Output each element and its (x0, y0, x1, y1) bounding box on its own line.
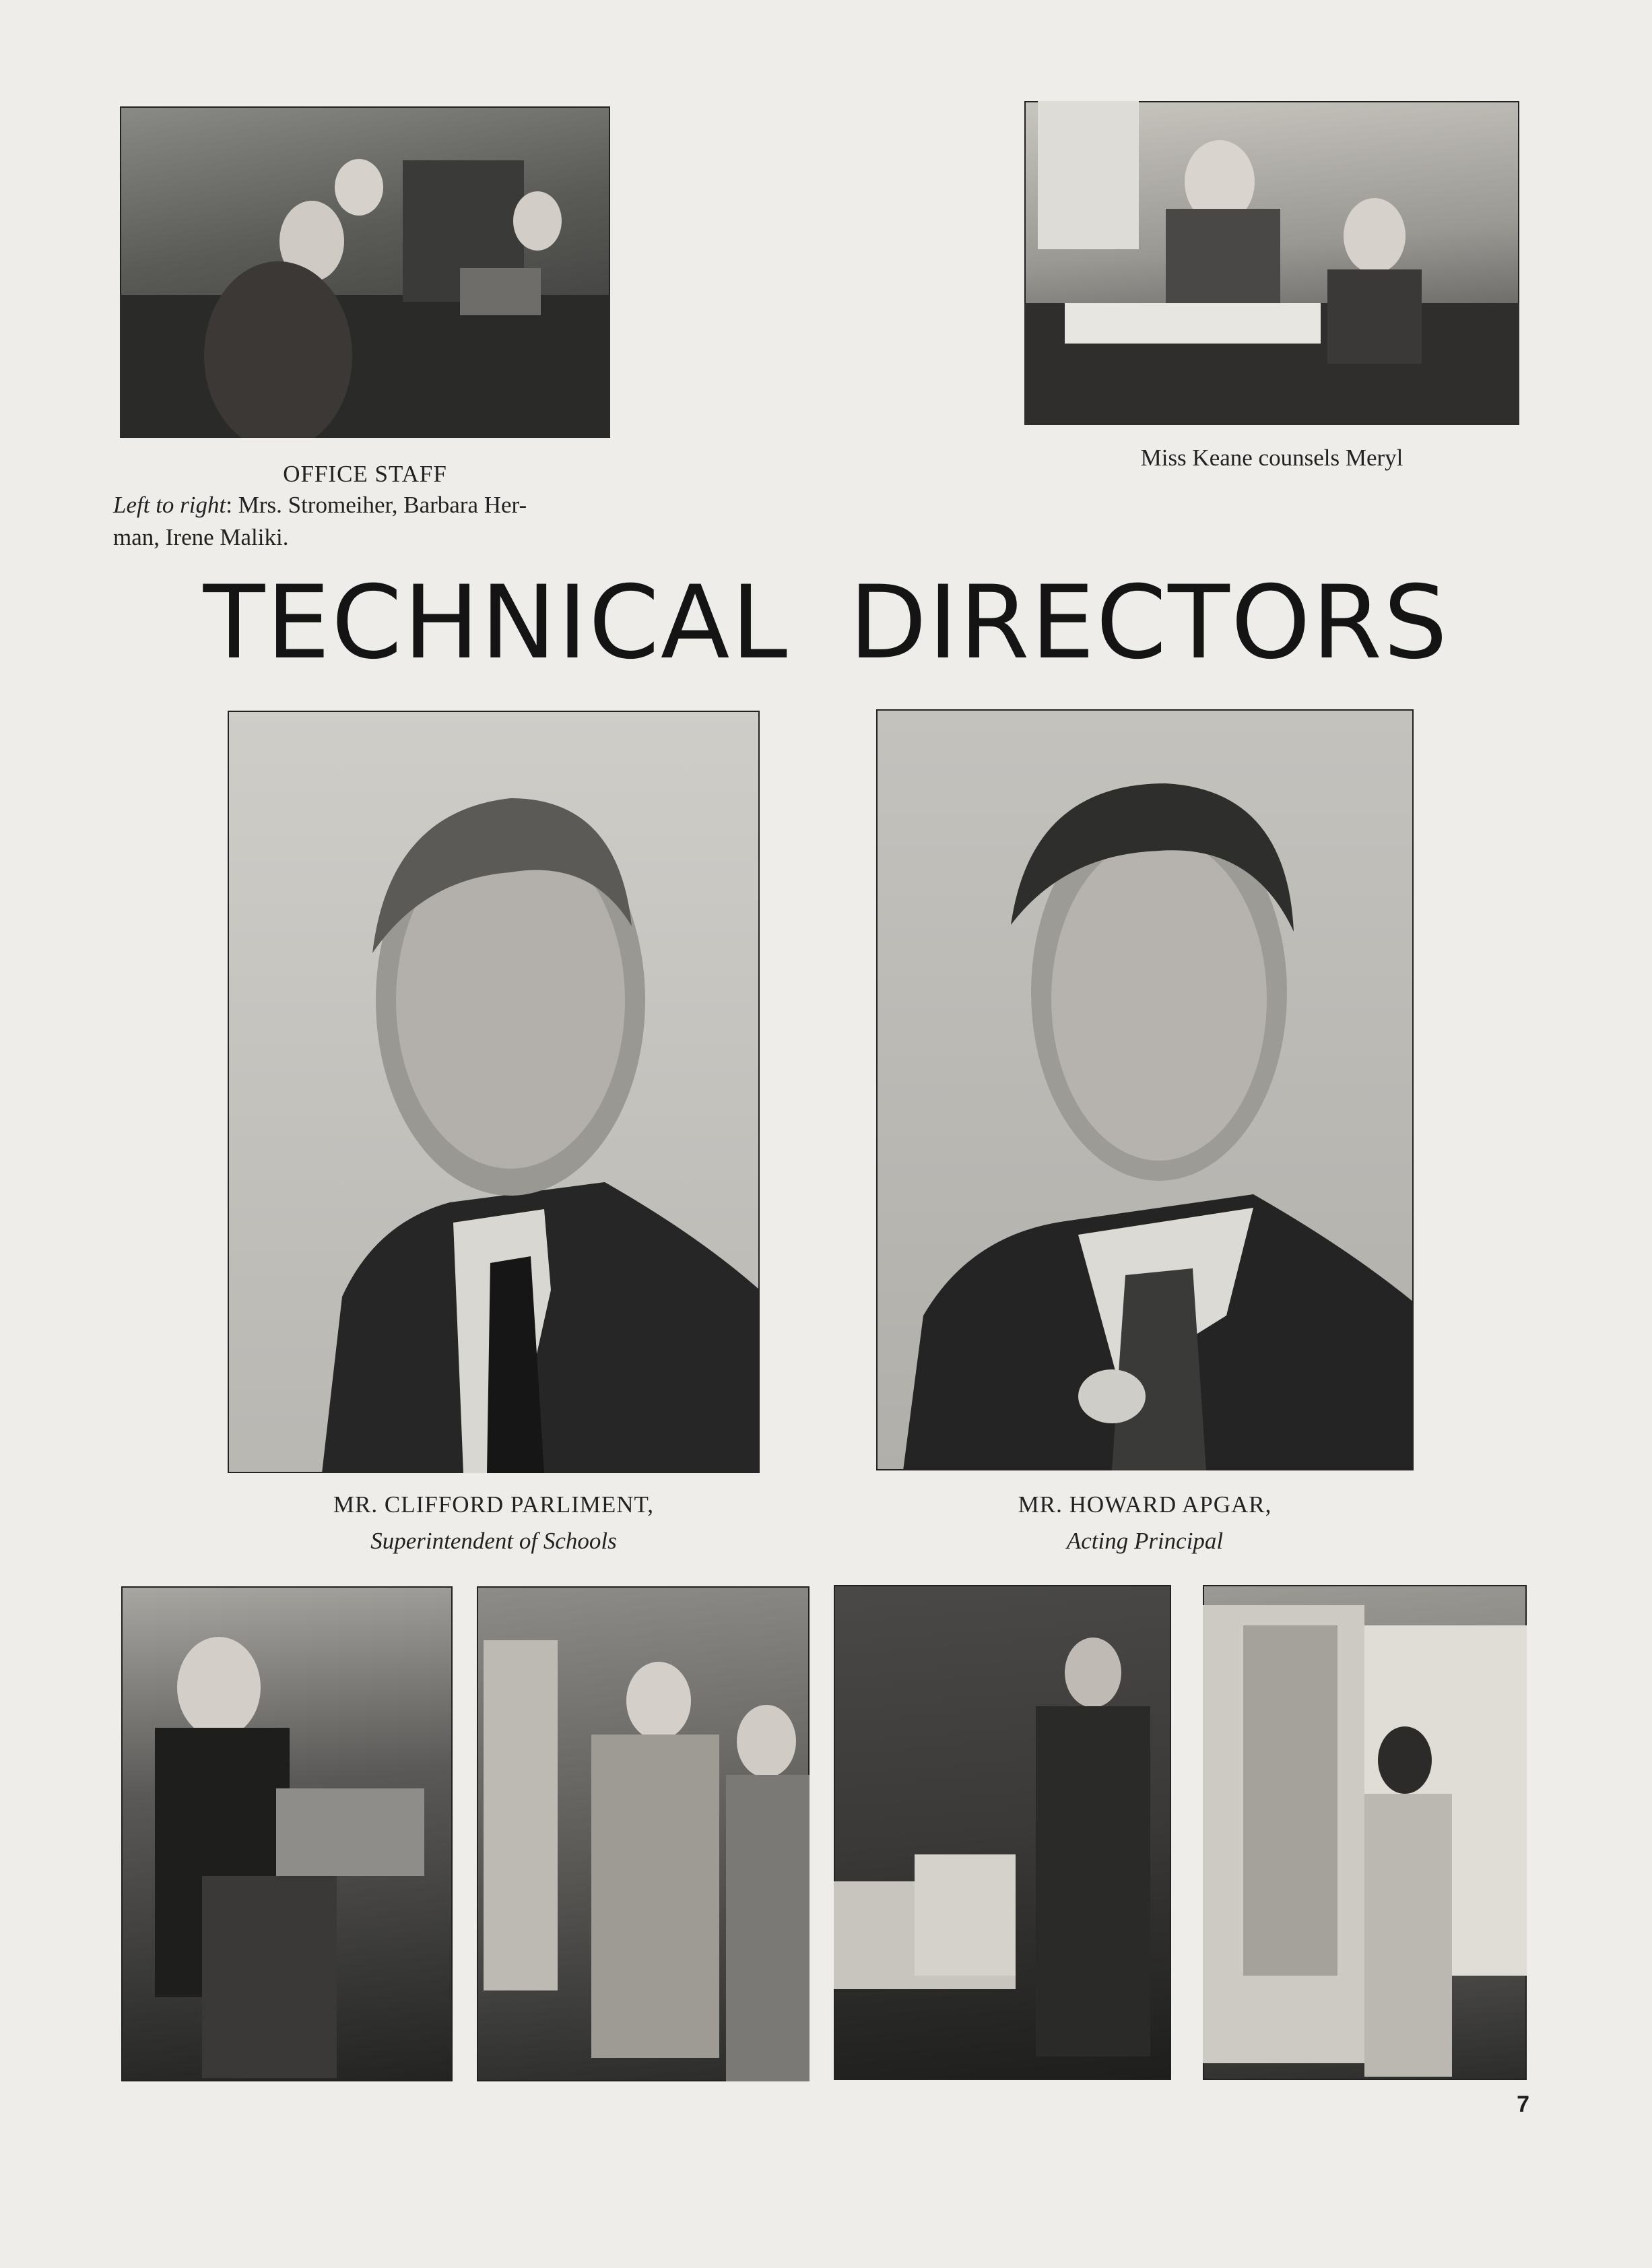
custodian-photo (834, 1585, 1171, 2080)
office-staff-names (113, 489, 625, 554)
portrait-clifford-parliment (228, 711, 760, 1473)
office-staff-photo (120, 106, 610, 438)
counsel-photo (1024, 101, 1519, 425)
bulletin-board-photo (477, 1586, 810, 2081)
office-staff-prefix: Left to right (113, 492, 226, 518)
director-left-name: MR. CLIFFORD PARLIMENT, (333, 1491, 655, 1518)
switchboard-photo (1203, 1585, 1527, 2080)
office-staff-heading: OFFICE STAFF (283, 461, 447, 487)
page-number: 7 (1517, 2092, 1529, 2117)
director-left-role: Superintendent of Schools (370, 1528, 617, 1554)
office-staff-names-line1: : Mrs. Stromeiher, Barbara Her- (226, 492, 527, 518)
page-title: TECHNICAL DIRECTORS (203, 564, 1449, 682)
portrait-howard-apgar (876, 709, 1414, 1470)
director-right-name: MR. HOWARD APGAR, (1018, 1491, 1272, 1518)
typist-photo (121, 1586, 453, 2081)
director-right-role: Acting Principal (1066, 1528, 1224, 1554)
counsel-caption: Miss Keane counsels Meryl (1140, 445, 1403, 471)
office-staff-names-line2: man, Irene Maliki. (113, 524, 289, 550)
